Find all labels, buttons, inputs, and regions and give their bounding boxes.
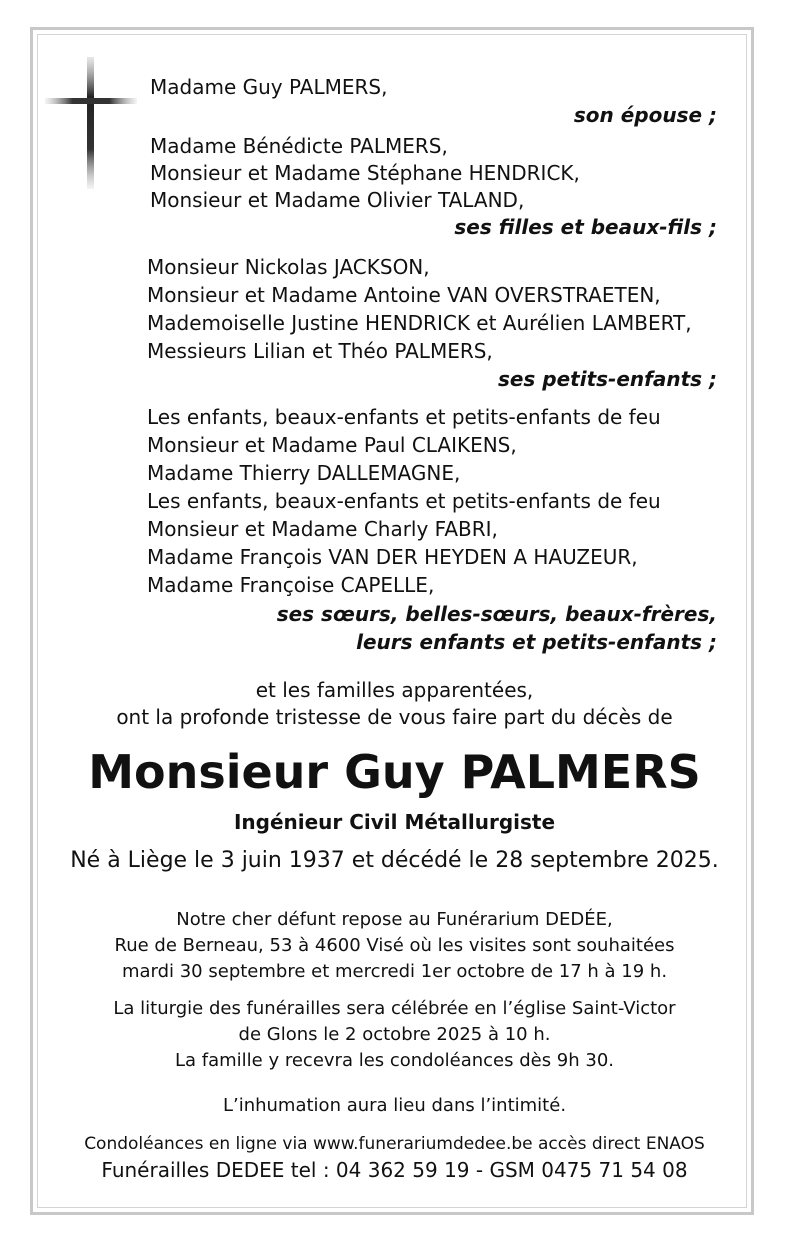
family-line: Monsieur et Madame Olivier TALAND,	[150, 188, 525, 212]
relation-label: ses filles et beaux-fils ;	[454, 215, 717, 239]
family-line: Mademoiselle Justine HENDRICK et Aurélien LAMBERT,	[147, 311, 692, 335]
cross-icon	[45, 57, 137, 189]
family-line: Monsieur et Madame Paul CLAIKENS,	[147, 433, 517, 457]
family-line: Madame Françoise CAPELLE,	[147, 573, 435, 597]
family-line: Monsieur et Madame Charly FABRI,	[147, 517, 498, 541]
family-line: Madame Thierry DALLEMAGNE,	[147, 461, 461, 485]
repose-line: Notre cher défunt repose au Funérarium DEDÉE,	[176, 909, 613, 930]
liturgie-line: La liturgie des funérailles sera célébrée en l’église Saint-Victor	[113, 998, 676, 1019]
relation-label: leurs enfants et petits-enfants ;	[356, 630, 717, 654]
repose-line: mardi 30 septembre et mercredi 1er octobre de 17 h à 19 h.	[121, 961, 668, 982]
family-line: Madame Guy PALMERS,	[150, 75, 388, 99]
family-line: Les enfants, beaux-enfants et petits-enfants de feu	[147, 489, 661, 513]
inhumation-line: L’inhumation aura lieu dans l’intimité.	[222, 1095, 567, 1116]
profession: Ingénieur Civil Métallurgiste	[233, 810, 556, 834]
family-line: Messieurs Lilian et Théo PALMERS,	[147, 339, 493, 363]
deceased-name: Monsieur Guy PALMERS	[88, 745, 701, 799]
family-line: Monsieur Nickolas JACKSON,	[147, 255, 430, 279]
family-line: Monsieur et Madame Stéphane HENDRICK,	[150, 161, 580, 185]
family-line: Madame François VAN DER HEYDEN A HAUZEUR,	[147, 545, 638, 569]
repose-line: Rue de Berneau, 53 à 4600 Visé où les visites sont souhaitées	[114, 935, 675, 956]
family-line: Madame Bénédicte PALMERS,	[150, 134, 448, 158]
relation-label: ses petits-enfants ;	[497, 367, 717, 391]
contact-line: Funérailles DEDEE tel : 04 362 59 19 - GSM 0475 71 54 08	[101, 1158, 688, 1182]
condoleances-line: Condoléances en ligne via www.funerariumdedee.be accès direct ENAOS	[84, 1134, 705, 1154]
family-line: Les enfants, beaux-enfants et petits-enfants de feu	[147, 405, 661, 429]
family-line: Monsieur et Madame Antoine VAN OVERSTRAETEN,	[147, 283, 661, 307]
relation-label: son épouse ;	[573, 103, 717, 127]
intro-line: ont la profonde tristesse de vous faire part du décès de	[116, 705, 673, 729]
birth-death-dates: Né à Liège le 3 juin 1937 et décédé le 28 septembre 2025.	[70, 848, 719, 873]
liturgie-line: La famille y recevra les condoléances dès 9h 30.	[174, 1050, 615, 1071]
relation-label: ses sœurs, belles-sœurs, beaux-frères,	[276, 602, 717, 626]
liturgie-line: de Glons le 2 octobre 2025 à 10 h.	[238, 1024, 551, 1045]
intro-line: et les familles apparentées,	[255, 678, 534, 702]
